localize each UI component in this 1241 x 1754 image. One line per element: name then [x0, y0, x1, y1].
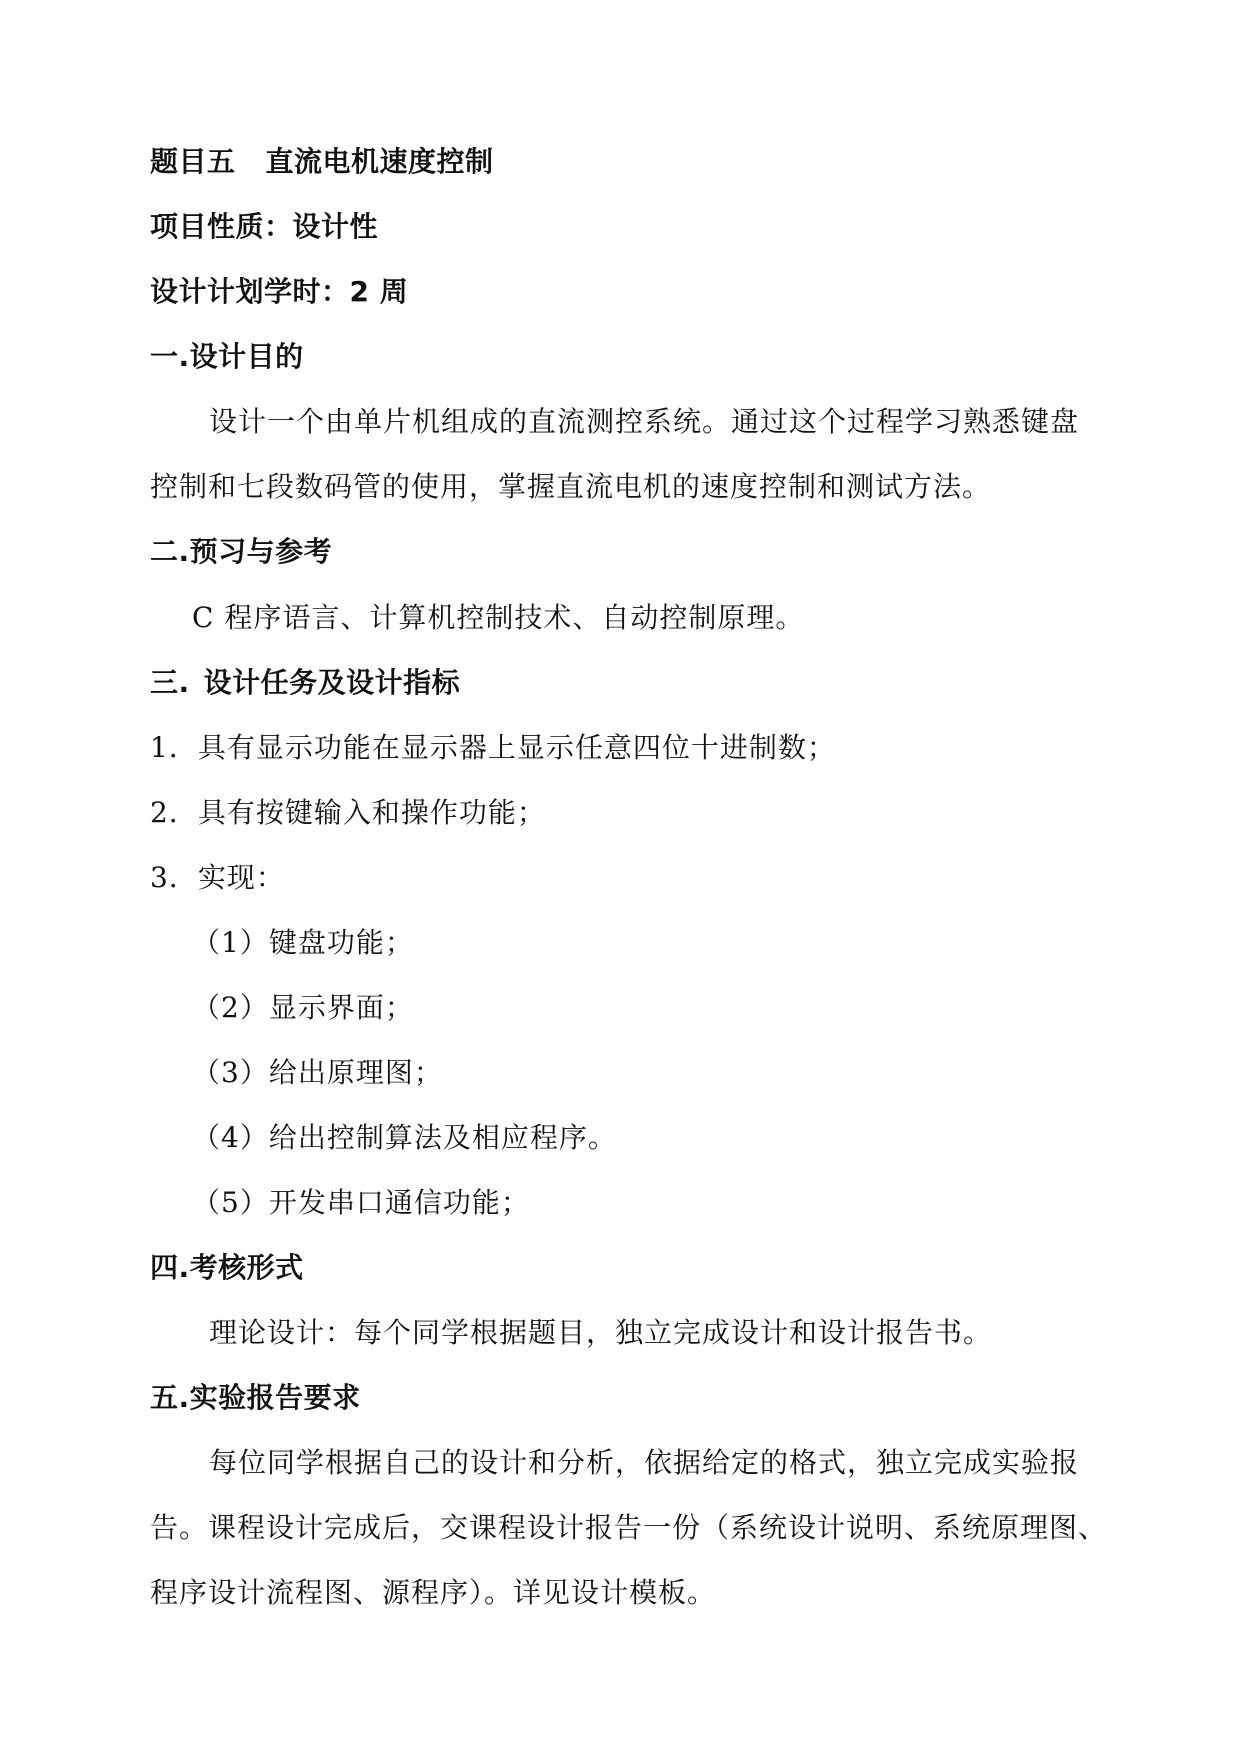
section-title: 预习与参考	[189, 535, 333, 568]
task-subitem: （2）显示界面；	[192, 991, 414, 1024]
report-line-2: 告。课程设计完成后，交课程设计报告一份（系统设计说明、系统原理图、	[150, 1511, 1108, 1544]
section-number: 三.	[150, 666, 190, 699]
section-title: 实验报告要求	[189, 1381, 361, 1414]
section-number: 五.	[150, 1381, 190, 1414]
report-line-3: 程序设计流程图、源程序）。详见设计模板。	[150, 1576, 717, 1609]
hours-value: 2 周	[349, 275, 409, 308]
section-number: 一.	[150, 340, 190, 373]
purpose-line-1: 设计一个由单片机组成的直流测控系统。通过这个过程学习熟悉键盘	[209, 405, 1080, 438]
task-item: 3．实现：	[150, 861, 285, 894]
preview-text: C 程序语言、计算机控制技术、自动控制原理。	[192, 601, 805, 634]
design-hours	[150, 274, 408, 310]
task-subitem: （1）键盘功能；	[192, 926, 414, 959]
project-nature: 项目性质：设计性	[150, 210, 379, 243]
section-heading-report	[150, 1380, 361, 1416]
title-text: 直流电机速度控制	[265, 145, 494, 178]
hours-label: 设计计划学时：	[150, 275, 350, 308]
assessment-text: 理论设计：每个同学根据题目，独立完成设计和设计报告书。	[209, 1316, 993, 1349]
section-heading-tasks	[150, 665, 460, 701]
section-heading-purpose	[150, 339, 304, 375]
section-number: 四.	[150, 1251, 190, 1284]
purpose-line-2: 控制和七段数码管的使用，掌握直流电机的速度控制和测试方法。	[150, 470, 992, 503]
task-subitem: （3）给出原理图；	[192, 1056, 443, 1089]
section-heading-assessment	[150, 1250, 304, 1286]
section-heading-preview	[150, 534, 332, 570]
task-subitem: （5）开发串口通信功能；	[192, 1186, 530, 1219]
task-item: 1．具有显示功能在显示器上显示任意四位十进制数；	[150, 731, 836, 764]
task-subitem: （4）给出控制算法及相应程序。	[192, 1121, 617, 1154]
document-title	[150, 144, 494, 180]
section-number: 二.	[150, 535, 190, 568]
section-title: 设计目的	[189, 340, 304, 373]
section-title: 考核形式	[189, 1251, 304, 1284]
title-prefix: 题目五	[150, 145, 236, 178]
section-title: 设计任务及设计指标	[203, 666, 461, 699]
report-line-1: 每位同学根据自己的设计和分析，依据给定的格式，独立完成实验报	[209, 1446, 1080, 1479]
task-item: 2．具有按键输入和操作功能；	[150, 796, 546, 829]
